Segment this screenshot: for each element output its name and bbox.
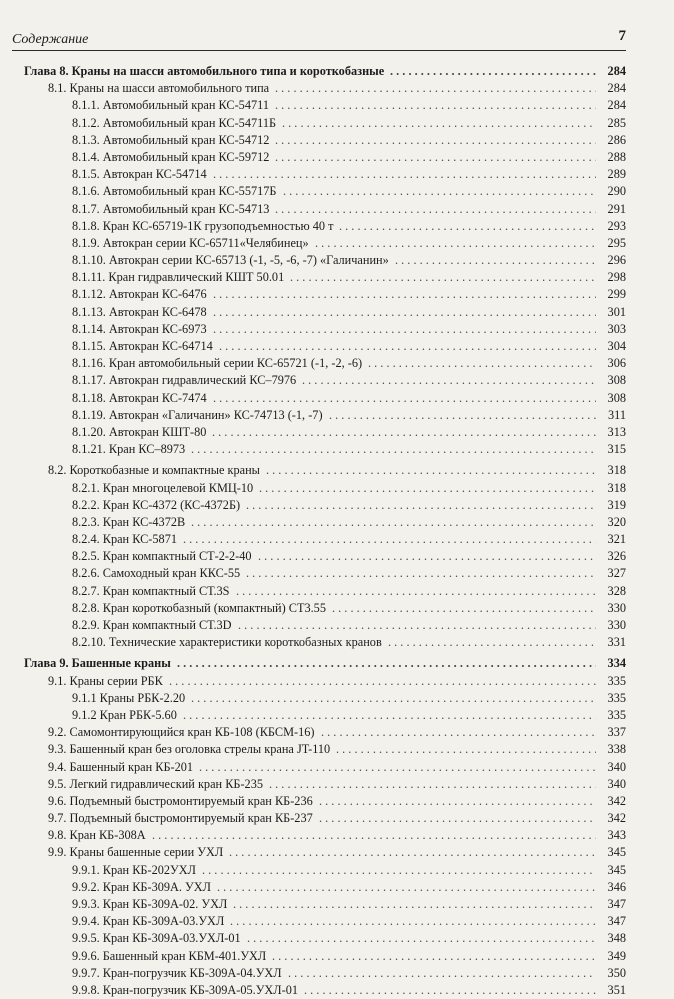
toc-entry [24, 673, 626, 690]
toc-entry-title: 8.1.6. Автомобильный кран КС-55717Б [72, 184, 277, 199]
toc-entry [24, 497, 626, 514]
toc-entry-page: 335 [607, 673, 626, 688]
toc-entry [24, 115, 626, 132]
toc-entry [24, 166, 626, 183]
toc-entry [24, 80, 626, 97]
toc-entry [24, 583, 626, 600]
toc-entry-title: 8.1.16. Кран автомобильный серии КС-65721 (-1, -2, -6) [72, 356, 363, 371]
toc-entry [24, 690, 626, 707]
toc-entry [24, 201, 626, 218]
toc-entry-title: 8.2.2. Кран КС-4372 (КС-4372Б) [72, 497, 241, 512]
toc-entry-page: 308 [607, 390, 626, 405]
toc-entry-title: 8.1.8. Кран КС-65719-1К грузоподъемностью 40 т [72, 218, 334, 233]
toc-entry-title: 8.1.18. Автокран КС-7474 [72, 390, 207, 405]
toc-entry-title: 9.1.1 Краны РБК-2.20 [72, 690, 186, 705]
toc-entry-page: 318 [607, 480, 626, 495]
toc-entry [24, 759, 626, 776]
toc-entry-page: 296 [607, 253, 626, 268]
toc-entry [24, 741, 626, 758]
toc-entry-page: 326 [607, 549, 626, 564]
toc-entry-title: 8.1.20. Автокран КШТ-80 [72, 424, 207, 439]
toc-entry [24, 407, 626, 424]
toc-entry-title: 9.9.2. Кран КБ-309А. УХЛ [72, 879, 211, 894]
toc-entry-title: 8.2.10. Технические характеристики короткобазных кранов [72, 635, 382, 650]
toc-entry-title: 8.1.13. Автокран КС-6478 [72, 304, 207, 319]
toc-entry-page: 299 [607, 287, 626, 302]
toc-entry-title: Глава 9. Башенные краны [24, 656, 171, 671]
toc-entry-page: 335 [607, 707, 626, 722]
toc-entry-page: 289 [607, 167, 626, 182]
toc-entry-page: 345 [607, 845, 626, 860]
toc-entry [24, 793, 626, 810]
toc-entry-page: 340 [607, 759, 626, 774]
toc-entry [24, 724, 626, 741]
toc-entry [24, 304, 626, 321]
toc-entry-title: 8.1.15. Автокран КС-64714 [72, 339, 213, 353]
toc-entry-page: 338 [607, 742, 626, 757]
toc-entry-page: 301 [607, 304, 626, 319]
toc-entry [24, 218, 626, 235]
toc-entry-page: 285 [607, 115, 626, 130]
toc-entry-page: 284 [607, 98, 626, 113]
toc-entry-page: 288 [607, 149, 626, 164]
toc-entry-page: 315 [607, 442, 626, 457]
toc-entry-page: 291 [607, 201, 626, 216]
toc-entry [24, 548, 626, 565]
toc-entry-page: 342 [607, 811, 626, 826]
toc-entry-title: 9.9.4. Кран КБ-309А-03.УХЛ [72, 914, 225, 929]
toc-entry [24, 776, 626, 793]
toc-entry [24, 390, 626, 407]
toc-entry-title: 8.2.1. Кран многоцелевой КМЦ-10 [72, 480, 254, 495]
toc-entry-page: 293 [607, 218, 626, 233]
toc-entry-page: 304 [607, 339, 626, 353]
toc-entry-title: 9.9.3. Кран КБ-309А-02. УХЛ [72, 897, 228, 911]
toc-entry [24, 132, 626, 149]
toc-entry-page: 348 [607, 931, 626, 946]
toc-entry [24, 441, 626, 458]
toc-entry [24, 844, 626, 861]
toc-entry-title: 8.1.7. Автомобильный кран КС-54713 [72, 201, 270, 216]
toc-entry-title: 8.1.12. Автокран КС-6476 [72, 287, 207, 302]
toc-entry [24, 149, 626, 166]
toc-entry-title: 9.3. Башенный кран без оголовка стрелы крана JT-110 [48, 742, 331, 757]
toc-entry-title: 8.2.5. Кран компактный СТ-2-2-40 [72, 549, 252, 564]
toc-entry [24, 965, 626, 982]
toc-entry-page: 318 [607, 463, 626, 478]
toc-entry-page: 335 [607, 690, 626, 705]
toc-entry-page: 340 [607, 776, 626, 791]
toc-entry-title: 8.2.6. Самоходный кран ККС-55 [72, 566, 241, 581]
toc-entry [24, 97, 626, 114]
toc-entry-page: 286 [607, 132, 626, 147]
toc-entry-title: 8.1.17. Автокран гидравлический КС–7976 [72, 373, 297, 388]
toc-entry-page: 320 [607, 514, 626, 529]
toc-entry-page: 306 [607, 356, 626, 371]
toc-entry [24, 617, 626, 634]
toc-entry [24, 600, 626, 617]
toc-entry [24, 286, 626, 303]
toc-entry-page: 284 [607, 64, 626, 78]
toc-entry-page: 345 [607, 862, 626, 877]
toc-entry-title: 8.1.9. Автокран серии КС-65711«Челябинец» [72, 235, 309, 250]
toc-entry-page: 342 [607, 793, 626, 808]
toc-entry [24, 269, 626, 286]
toc-entry-title: 8.1.10. Автокран серии КС-65713 (-1, -5, -6, -7) «Галичанин» [72, 253, 389, 268]
toc-entry [24, 252, 626, 269]
toc-entry [24, 948, 626, 965]
toc-entry-title: 8.2.3. Кран КС-4372В [72, 514, 186, 529]
toc-entry-page: 350 [607, 965, 626, 980]
toc-entry-title: 9.9.6. Башенный кран КБМ-401.УХЛ [72, 948, 267, 963]
toc-entry-title: 8.1.21. Кран КС–8973 [72, 442, 186, 457]
toc-entry-title: 9.1. Краны серии РБК [48, 673, 163, 688]
toc-entry-title: 8.1.5. Автокран КС-54714 [72, 167, 207, 182]
toc-entry [24, 531, 626, 548]
toc-entry-title: 9.5. Легкий гидравлический кран КБ-235 [48, 776, 263, 791]
toc-entry-page: 328 [607, 583, 626, 598]
toc-entry [24, 235, 626, 252]
toc-entry-page: 321 [607, 532, 626, 547]
toc-entry-page: 284 [607, 81, 626, 96]
table-of-contents [24, 63, 626, 999]
toc-entry-title: 8.1.11. Кран гидравлический КШТ 50.01 [72, 270, 285, 285]
toc-entry-page: 349 [607, 948, 626, 963]
toc-entry-title: 9.9.7. Кран-погрузчик КБ-309А-04.УХЛ [72, 965, 282, 980]
toc-entry-title: 9.9. Краны башенные серии УХЛ [48, 845, 224, 860]
toc-entry [24, 338, 626, 355]
toc-entry-page: 347 [607, 897, 626, 911]
toc-entry [24, 707, 626, 724]
toc-entry-title: 9.8. Кран КБ-308А [48, 828, 146, 843]
toc-entry-title: 8.2.8. Кран короткобазный (компактный) СТ3.55 [72, 600, 326, 615]
toc-entry [24, 896, 626, 913]
toc-entry-page: 327 [607, 566, 626, 581]
toc-entry-title: 9.7. Подъемный быстромонтируемый кран КБ-237 [48, 811, 313, 826]
toc-chapter-entry [24, 63, 626, 80]
toc-entry-page: 343 [607, 828, 626, 843]
toc-entry-title: 8.1. Краны на шасси автомобильного типа [48, 81, 270, 96]
toc-entry [24, 355, 626, 372]
toc-entry-title: 8.2. Короткобазные и компактные краны [48, 463, 260, 478]
toc-entry-page: 346 [607, 879, 626, 894]
toc-entry-title: 8.1.2. Автомобильный кран КС-54711Б [72, 115, 277, 130]
toc-entry [24, 827, 626, 844]
toc-entry [24, 879, 626, 896]
toc-entry [24, 183, 626, 200]
toc-entry-page: 290 [607, 184, 626, 199]
toc-entry-title: 8.1.14. Автокран КС-6973 [72, 321, 207, 336]
page-header [12, 30, 626, 51]
toc-entry-page: 298 [607, 270, 626, 285]
toc-entry-title: 9.9.1. Кран КБ-202УХЛ [72, 862, 196, 877]
page-number: 7 [618, 28, 626, 44]
toc-entry-title: 9.2. Самомонтирующийся кран КБ-108 (КБСМ-16) [48, 725, 315, 740]
toc-entry-title: 8.1.4. Автомобильный кран КС-59712 [72, 149, 270, 164]
toc-entry-page: 319 [607, 497, 626, 512]
toc-entry-page: 330 [607, 600, 626, 615]
toc-entry [24, 930, 626, 947]
toc-entry-page: 330 [607, 618, 626, 632]
toc-entry [24, 372, 626, 389]
toc-entry [24, 862, 626, 879]
toc-entry-page: 295 [607, 235, 626, 250]
toc-entry-title: 9.6. Подъемный быстромонтируемый кран КБ-236 [48, 793, 313, 808]
toc-entry-title: 8.1.1. Автомобильный кран КС-54711 [72, 98, 269, 113]
toc-entry [24, 321, 626, 338]
toc-entry [24, 810, 626, 827]
toc-entry-title: 8.2.9. Кран компактный СТ.3D [72, 618, 232, 632]
toc-entry [24, 913, 626, 930]
toc-entry-page: 331 [607, 635, 626, 650]
toc-entry-title: 9.9.8. Кран-погрузчик КБ-309А-05.УХЛ-01 [72, 982, 299, 997]
toc-entry-page: 308 [607, 373, 626, 388]
toc-entry-page: 334 [607, 656, 626, 671]
toc-entry [24, 480, 626, 497]
toc-entry [24, 514, 626, 531]
toc-entry-page: 351 [607, 982, 626, 997]
toc-entry-page: 311 [608, 407, 626, 422]
running-title: Содержание [12, 32, 89, 47]
toc-entry [24, 424, 626, 441]
toc-entry-page: 337 [607, 725, 626, 740]
toc-entry-page: 313 [607, 424, 626, 439]
toc-entry-title: 9.9.5. Кран КБ-309А-03.УХЛ-01 [72, 931, 241, 946]
toc-entry [24, 634, 626, 651]
toc-entry-title: 8.2.4. Кран КС-5871 [72, 532, 177, 547]
toc-entry-page: 303 [607, 321, 626, 336]
toc-entry-page: 347 [607, 914, 626, 929]
toc-entry-title: Глава 8. Краны на шасси автомобильного типа и короткобазные [24, 64, 385, 78]
toc-entry-title: 8.1.3. Автомобильный кран КС-54712 [72, 132, 270, 147]
toc-entry-title: 9.4. Башенный кран КБ-201 [48, 759, 194, 774]
toc-entry [24, 462, 626, 479]
toc-chapter-entry [24, 655, 626, 672]
toc-entry [24, 982, 626, 999]
toc-entry-title: 8.1.19. Автокран «Галичанин» КС-74713 (-1, -7) [72, 407, 323, 422]
toc-entry-title: 8.2.7. Кран компактный СТ.3S [72, 583, 230, 598]
toc-entry [24, 565, 626, 582]
toc-entry-title: 9.1.2 Кран РБК-5.60 [72, 707, 177, 722]
